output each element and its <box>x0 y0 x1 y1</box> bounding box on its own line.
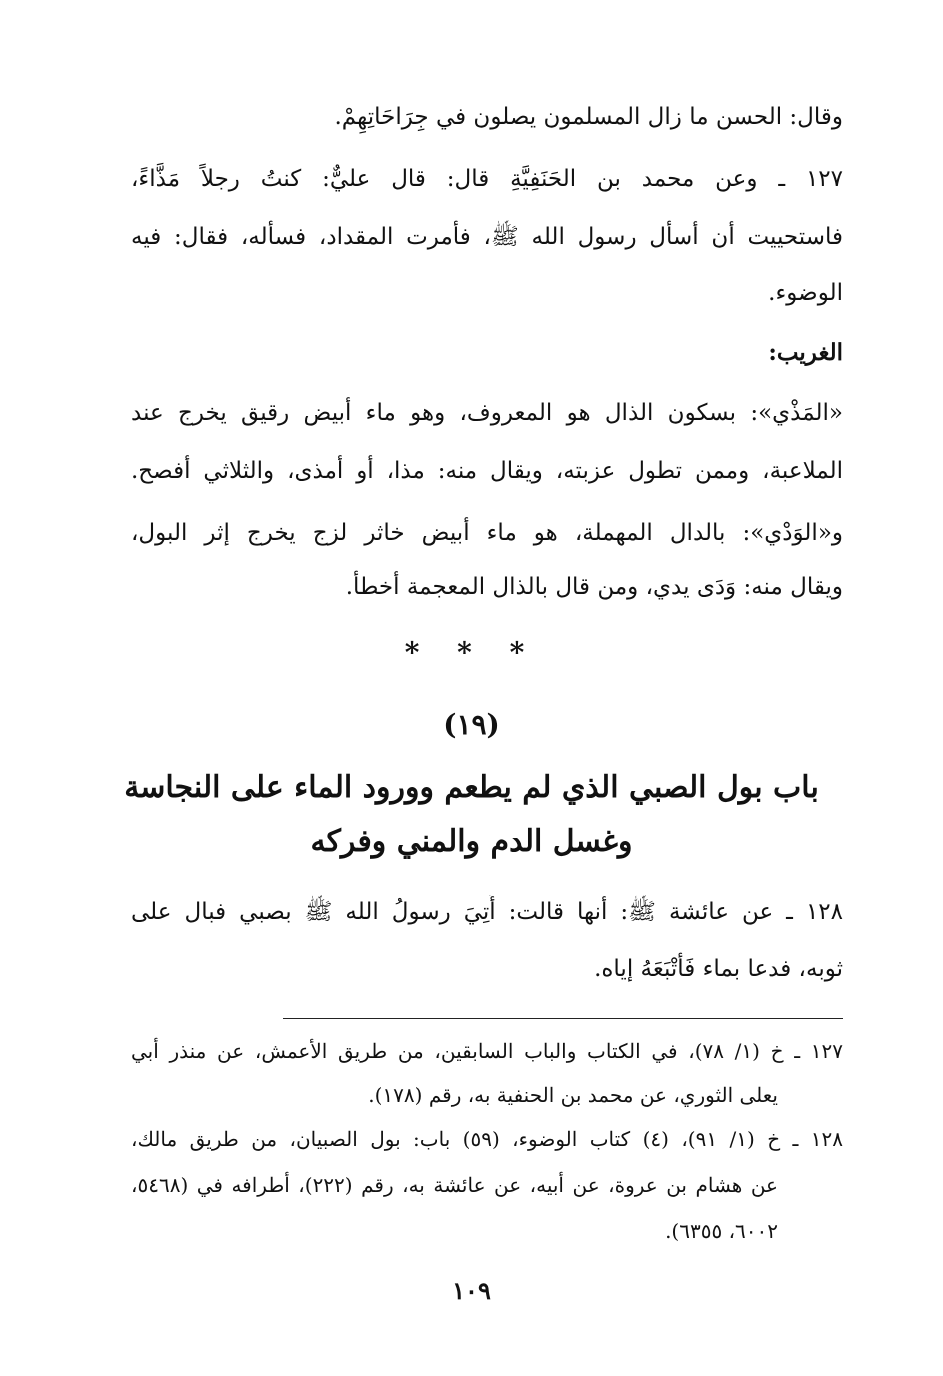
footnote-128-cont: عن هشام بن عروة، عن أبيه، عن عائشة به، رقم (٢٢٢)، أطرافه في (٥٤٦٨، <box>131 1173 778 1197</box>
hadith-127-line: فاستحييت أن أسأل رسول الله ﷺ، فأمرت المقداد، فسأله، فقال: فيه <box>131 224 843 250</box>
hadith-127-line: ١٢٧ ـ وعن محمد بن الحَنَفِيَّةِ قال: قال عليٌّ: كنتُ رجلاً مَذَّاءً، <box>131 166 843 192</box>
gharib-line: الملاعبة، وممن تطول عزبته، ويقال منه: مذا، أو أمذى، والثلاثي أفصح. <box>131 458 843 484</box>
footnote-127: ١٢٧ ـ خ (١/ ٧٨)، في الكتاب والباب السابقين، من طريق الأعمش، عن منذر أبي <box>131 1039 843 1063</box>
chapter-number: (١٩) <box>443 708 500 741</box>
page-number: ١٠٩ <box>452 1276 491 1305</box>
gharib-line: ويقال منه: وَدَى يدي، ومن قال بالذال المعجمة أخطأ. <box>345 574 843 600</box>
hadith-128-line: ثوبه، فدعا بماء فَأَتْبَعَهُ إياه. <box>594 956 843 982</box>
gharib-heading: الغريب: <box>768 339 843 366</box>
chapter-title-line: وغسل الدم والمني وفركه <box>310 824 633 859</box>
gharib-line: «المَذْي»: بسكون الذال هو المعروف، وهو ماء أبيض رقيق يخرج عند <box>131 400 843 426</box>
footnote-128: ١٢٨ ـ خ (١/ ٩١)، (٤) كتاب الوضوء، (٥٩) باب: بول الصبيان، من طريق مالك، <box>131 1127 843 1151</box>
hadith-128-line: ١٢٨ ـ عن عائشة ﷺ: أنها قالت: أُتِيَ رسولُ الله ﷺ بصبي فبال على <box>131 899 843 925</box>
hadith-127-line: الوضوء. <box>768 280 843 306</box>
body-line: وقال: الحسن ما زال المسلمون يصلون في جِرَاحَاتِهِمْ. <box>334 104 843 130</box>
footnote-128-cont: ٦٠٠٢، ٦٣٥٥). <box>665 1219 778 1243</box>
footnote-rule <box>283 1018 843 1019</box>
footnote-127-cont: يعلى الثوري، عن محمد بن الحنفية به، رقم (١٧٨). <box>368 1083 778 1107</box>
chapter-title-line: باب بول الصبي الذي لم يطعم وورود الماء على النجاسة <box>124 770 819 805</box>
section-separator: * * * <box>404 636 539 669</box>
gharib-line: و«الوَدْي»: بالدال المهملة، هو ماء أبيض خاثر لزج يخرج إثر البول، <box>131 520 843 546</box>
